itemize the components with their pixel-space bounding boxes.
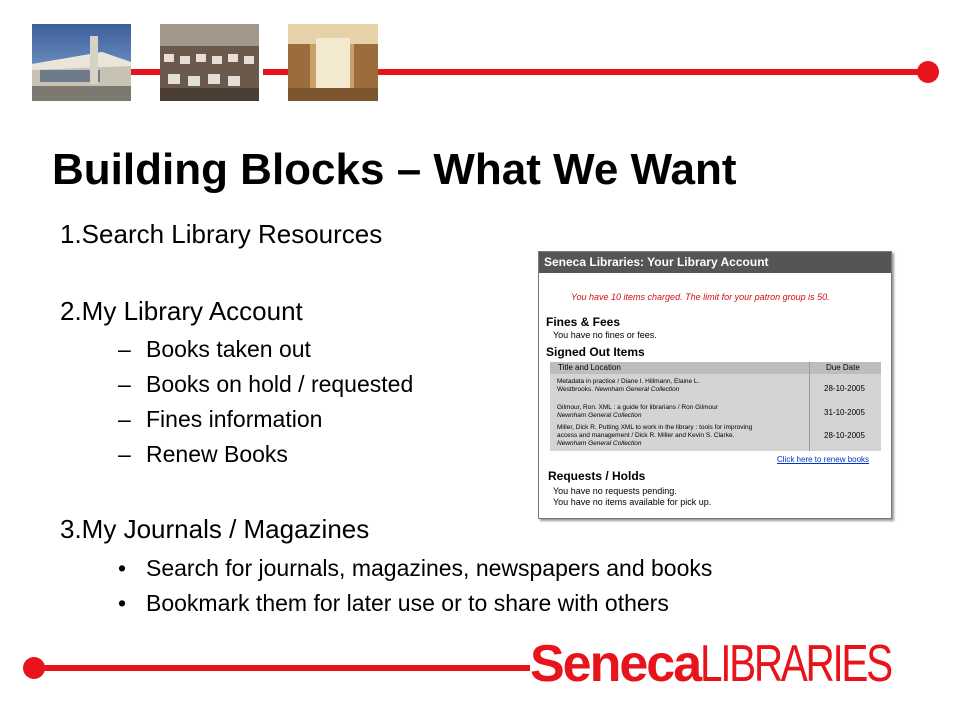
item-due-date: 28-10-2005 xyxy=(824,431,865,440)
library-interior-photo xyxy=(288,24,378,101)
item-due-date: 31-10-2005 xyxy=(824,408,865,417)
fines-message: You have no fines or fees. xyxy=(553,330,657,340)
dash-marker: – xyxy=(118,406,131,432)
pickup-message: You have no items available for pick up. xyxy=(553,497,712,507)
col-title-header: Title and Location xyxy=(558,363,621,372)
top-accent-line-segment xyxy=(131,69,160,75)
library-account-screenshot xyxy=(538,251,892,519)
account-header: Seneca Libraries: Your Library Account xyxy=(539,252,891,273)
dash-marker: – xyxy=(118,336,131,362)
logo-word: LIBRARIES xyxy=(700,635,891,693)
logo-brand: Seneca xyxy=(530,635,701,693)
sub-item-label: Books on hold / requested xyxy=(146,371,414,397)
library-building-photo xyxy=(32,24,131,101)
journal-sub-item xyxy=(118,590,669,617)
account-sub-item xyxy=(118,336,311,363)
item-location: Newnham General Collection xyxy=(557,412,642,419)
top-accent-line xyxy=(378,69,928,75)
bullet-marker: • xyxy=(118,590,127,616)
dash-marker: – xyxy=(118,441,131,467)
slide-title: Building Blocks – What We Want xyxy=(52,145,737,194)
fines-heading: Fines & Fees xyxy=(546,315,621,329)
item-row xyxy=(557,404,718,420)
charged-message: You have 10 items charged. The limit for your patron group is 50. xyxy=(571,292,830,302)
item-title: Gilmour, Ron. XML : a guide for librarians / Ron Gilmour xyxy=(557,404,718,411)
item-title: Miller, Dick R. Putting XML to work in the library : tools for improving xyxy=(557,424,753,431)
account-sub-item xyxy=(118,406,322,433)
sub-item-label: Search for journals, magazines, newspapers and books xyxy=(146,555,713,581)
item-location: Newnham General Collection xyxy=(557,440,642,447)
top-accent-line-segment xyxy=(263,69,288,75)
bullet-marker: • xyxy=(118,555,127,581)
requests-heading: Requests / Holds xyxy=(548,469,646,483)
item-journals: 3.My Journals / Magazines xyxy=(60,514,370,544)
sub-item-label: Books taken out xyxy=(146,336,311,362)
item-title-cont: access and management / Dick R. Miller and Kevin S. Clarke. xyxy=(557,432,735,439)
item-search: 1.Search Library Resources xyxy=(60,219,383,249)
bottom-accent-line xyxy=(34,665,530,671)
journal-sub-item xyxy=(118,555,712,582)
account-sub-item xyxy=(118,371,413,398)
signed-out-table xyxy=(550,362,881,451)
seneca-libraries-logo xyxy=(530,635,945,693)
item-title: Metadata in practice / Diane I. Hillmann, Elaine L. xyxy=(557,378,700,385)
item-row xyxy=(557,378,699,394)
renew-books-link[interactable]: Click here to renew books xyxy=(777,455,870,464)
item-location: Newnham General Collection xyxy=(594,386,680,393)
item-due-date: 28-10-2005 xyxy=(824,384,865,393)
item-row xyxy=(557,424,752,448)
sub-item-label: Fines information xyxy=(146,406,323,432)
item-account: 2.My Library Account xyxy=(60,296,303,326)
sub-item-label: Renew Books xyxy=(146,441,288,467)
account-sub-item xyxy=(118,441,288,468)
sub-item-label: Bookmark them for later use or to share with others xyxy=(146,590,669,616)
item-title-cont: Westbrooks. xyxy=(557,386,595,393)
computer-lab-photo xyxy=(160,24,259,101)
col-due-header: Due Date xyxy=(826,363,860,372)
signed-out-heading: Signed Out Items xyxy=(546,345,645,359)
dash-marker: – xyxy=(118,371,131,397)
requests-message: You have no requests pending. xyxy=(553,486,677,496)
top-accent-dot xyxy=(917,61,939,83)
